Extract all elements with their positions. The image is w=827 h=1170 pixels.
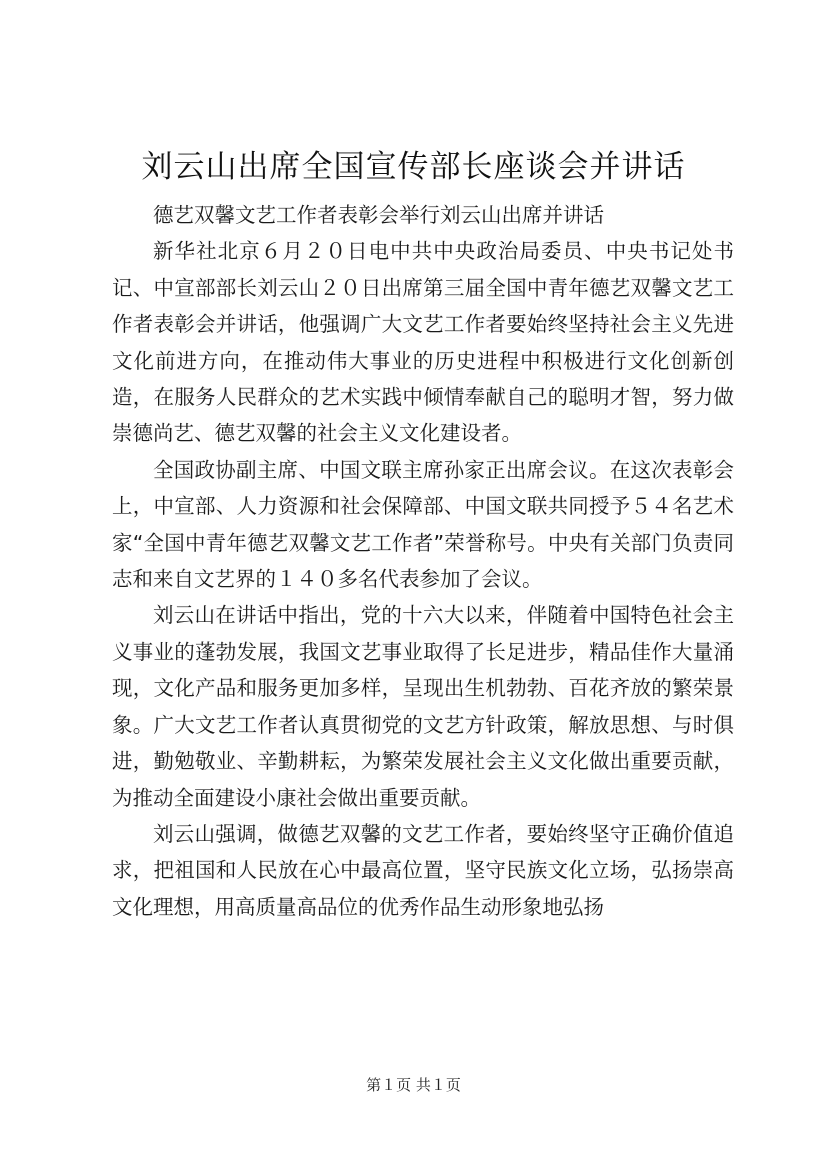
body-paragraph: 新华社北京６月２０日电中共中央政治局委员、中央书记处书记、中宣部部长刘云山２０日出席第三届全国中青年德艺双馨文艺工作者表彰会并讲话，他强调广大文艺工作者要始终坚持社会主义先进文化前进方向，在推动伟大事业的历史进程中积极进行文化创新创造，在服务人民群众的艺术实践中倾情奉献自己的聪明才智，努力做崇德尚艺、德艺双馨的社会主义文化建设者。	[112, 239, 734, 446]
subtitle-paragraph: 德艺双馨文艺工作者表彰会举行刘云山出席并讲话	[153, 203, 604, 227]
body-paragraph: 刘云山强调，做德艺双馨的文艺工作者，要始终坚守正确价值追求，把祖国和人民放在心中最高位置，坚守民族文化立场，弘扬崇高文化理想，用高质量高品位的优秀作品生动形象地弘扬	[112, 821, 734, 919]
document-title: 刘云山出席全国宣传部长座谈会并讲话	[141, 149, 686, 185]
page-number-footer: 第１页 共１页	[366, 1076, 461, 1094]
document-body	[112, 197, 734, 925]
body-paragraph: 刘云山在讲话中指出，党的十六大以来，伴随着中国特色社会主义事业的蓬勃发展，我国文艺事业取得了长足进步，精品佳作大量涌现，文化产品和服务更加多样，呈现出生机勃勃、百花齐放的繁荣景象。广大文艺工作者认真贯彻党的文艺方针政策，解放思想、与时俱进，勤勉敬业、辛勤耕耘，为繁荣发展社会主义文化做出重要贡献，为推动全面建设小康社会做出重要贡献。	[112, 603, 734, 810]
body-paragraph: 全国政协副主席、中国文联主席孙家正出席会议。在这次表彰会上，中宣部、人力资源和社会保障部、中国文联共同授予５４名艺术家“全国中青年德艺双馨文艺工作者”荣誉称号。中央有关部门负责同志和来自文艺界的１４０多名代表参加了会议。	[112, 457, 734, 592]
